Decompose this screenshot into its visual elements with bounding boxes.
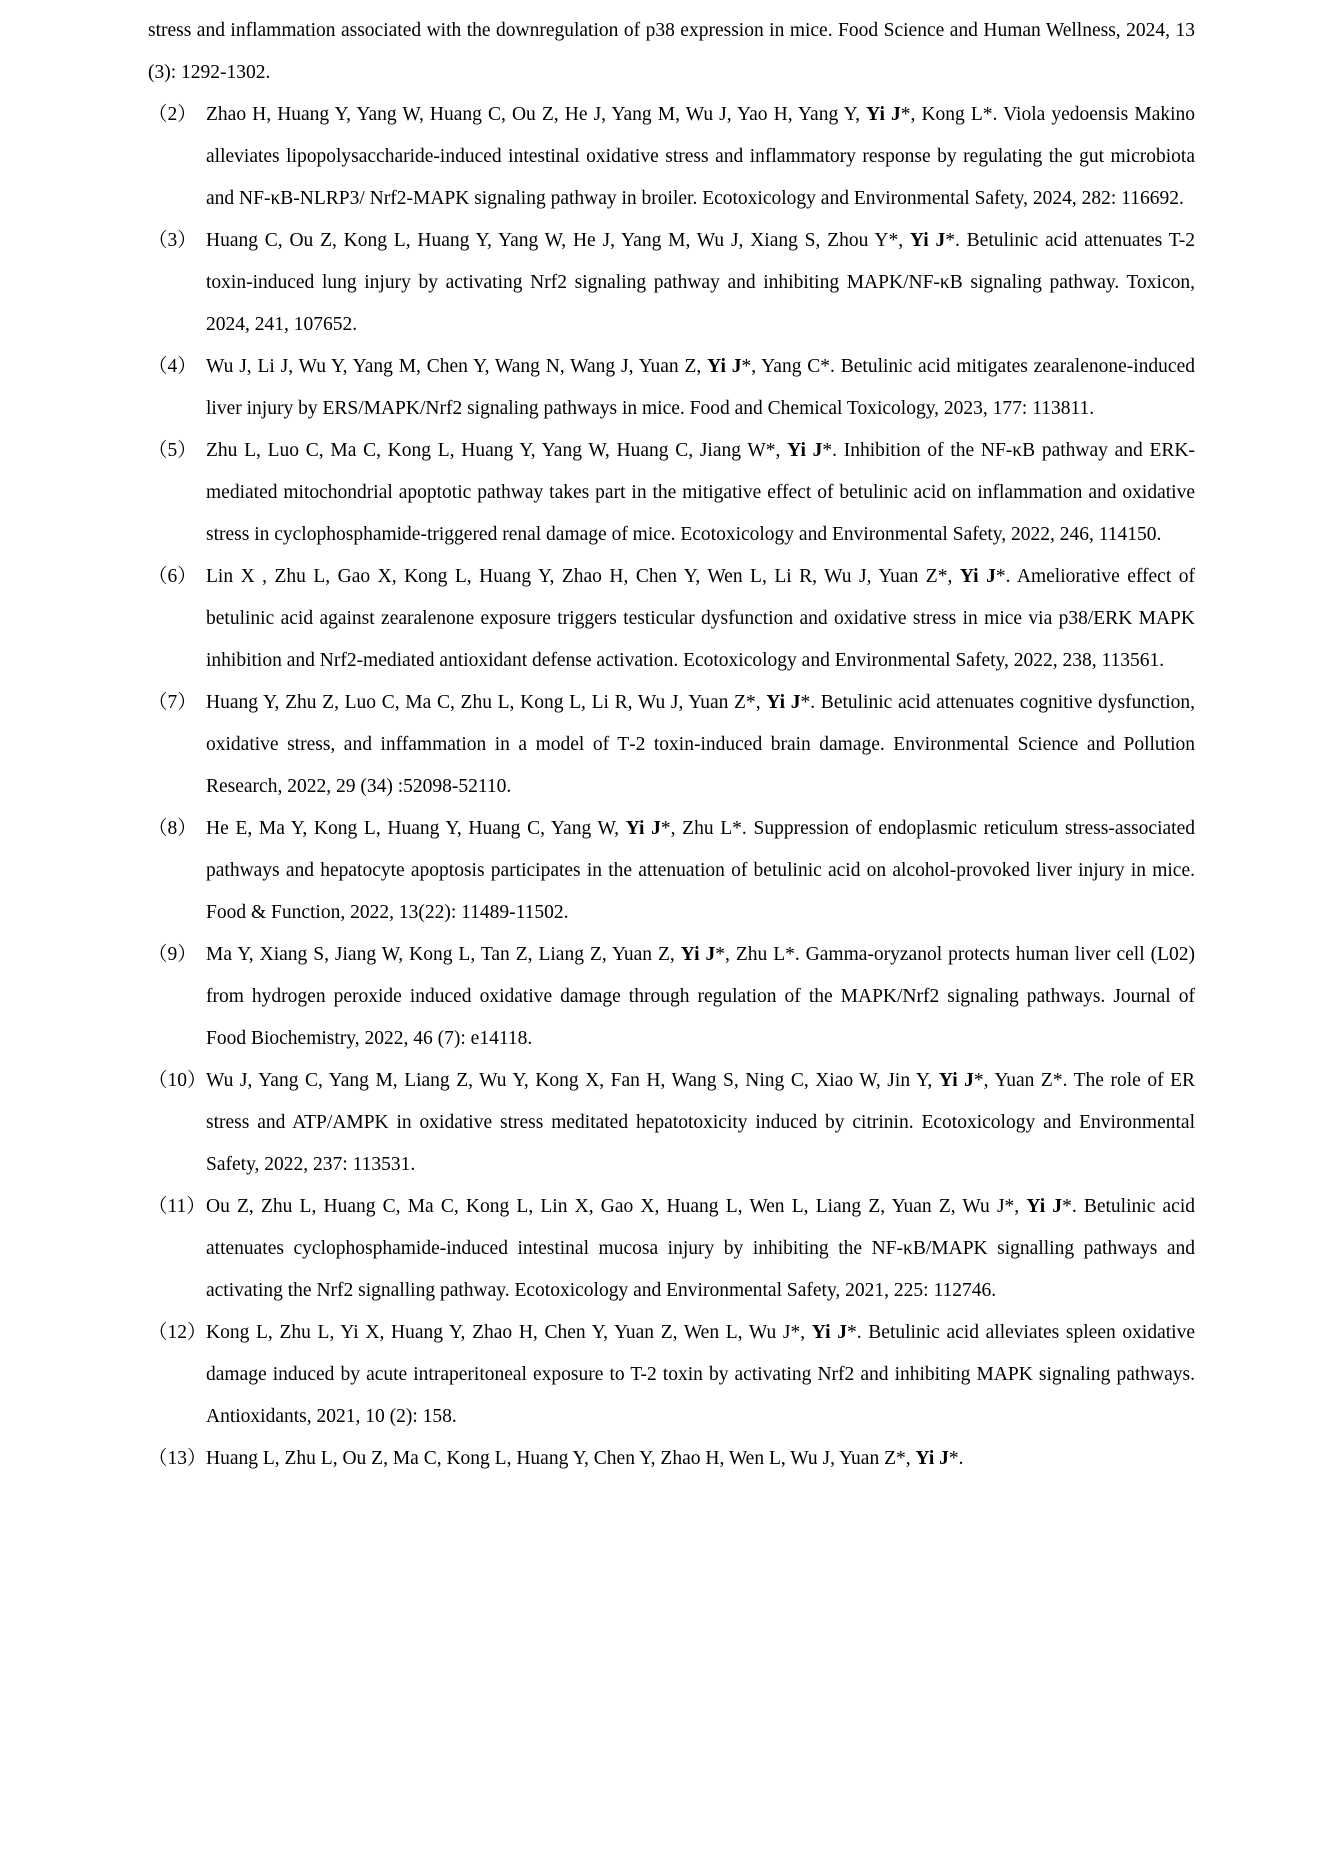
- reference-entry: [148, 1438, 1195, 1480]
- reference-text: Huang C, Ou Z, Kong L, Huang Y, Yang W, He J, Yang M, Wu J, Xiang S, Zhou Y*, Yi J*. Betulinic acid attenuates T-2 toxin-induced lung injury by activating Nrf2 signaling pathway and inhibiting MAPK/NF-κB signaling pathway. Toxicon, 2024, 241, 107652.: [206, 230, 1195, 335]
- reference-entry: [148, 220, 1195, 346]
- reference-entry: [148, 556, 1195, 682]
- reference-entry: [148, 346, 1195, 430]
- reference-entry: [148, 1060, 1195, 1186]
- reference-number: （3）: [148, 230, 197, 251]
- reference-entry: [148, 1186, 1195, 1312]
- reference-text: Wu J, Li J, Wu Y, Yang M, Chen Y, Wang N, Wang J, Yuan Z, Yi J*, Yang C*. Betulinic acid mitigates zearalenone-induced liver injury by ERS/MAPK/Nrf2 signaling pathways in mice. Food and Chemical Toxicology, 2023, 177: 113811.: [206, 356, 1195, 419]
- reference-text: Ma Y, Xiang S, Jiang W, Kong L, Tan Z, Liang Z, Yuan Z, Yi J*, Zhu L*. Gamma-oryzanol protects human liver cell (L02) from hydrogen peroxide induced oxidative damage through regulation of the MAPK/Nrf2 signaling pathways. Journal of Food Biochemistry, 2022, 46 (7): e14118.: [206, 944, 1195, 1049]
- reference-text: Huang Y, Zhu Z, Luo C, Ma C, Zhu L, Kong L, Li R, Wu J, Yuan Z*, Yi J*. Betulinic acid attenuates cognitive dysfunction, oxidative stress, and inffammation in a model of T‑2 toxin‑induced brain damage. Environmental Science and Pollution Research, 2022, 29 (34) :52098-52110.: [206, 692, 1195, 797]
- reference-number: （11）: [148, 1196, 206, 1217]
- reference-number: （4）: [148, 356, 197, 377]
- reference-number: （6）: [148, 566, 197, 587]
- reference-entry: [148, 10, 1195, 94]
- reference-entry: [148, 94, 1195, 220]
- reference-number: （5）: [148, 440, 197, 461]
- reference-entry: [148, 682, 1195, 808]
- reference-text: Kong L, Zhu L, Yi X, Huang Y, Zhao H, Chen Y, Yuan Z, Wen L, Wu J*, Yi J*. Betulinic acid alleviates spleen oxidative damage induced by acute intraperitoneal exposure to T-2 toxin by activating Nrf2 and inhibiting MAPK signaling pathways. Antioxidants, 2021, 10 (2): 158.: [206, 1322, 1195, 1427]
- reference-text: Lin X , Zhu L, Gao X, Kong L, Huang Y, Zhao H, Chen Y, Wen L, Li R, Wu J, Yuan Z*, Yi J*. Ameliorative effect of betulinic acid against zearalenone exposure triggers testicular dysfunction and oxidative stress in mice via p38/ERK MAPK inhibition and Nrf2-mediated antioxidant defense activation. Ecotoxicology and Environmental Safety, 2022, 238, 113561.: [206, 566, 1195, 671]
- reference-number: （10）: [148, 1070, 207, 1091]
- reference-number: （8）: [148, 818, 197, 839]
- reference-number: （12）: [148, 1322, 207, 1343]
- reference-entry: [148, 430, 1195, 556]
- reference-text: stress and inflammation associated with the downregulation of p38 expression in mice. Food Science and Human Wellness, 2024, 13 (3): 1292-1302.: [148, 20, 1195, 83]
- reference-number: （7）: [148, 692, 197, 713]
- reference-text: Zhu L, Luo C, Ma C, Kong L, Huang Y, Yang W, Huang C, Jiang W*, Yi J*. Inhibition of the NF-κB pathway and ERK-mediated mitochondrial apoptotic pathway takes part in the mitigative effect of betulinic acid on inflammation and oxidative stress in cyclophosphamide-triggered renal damage of mice. Ecotoxicology and Environmental Safety, 2022, 246, 114150.: [206, 440, 1195, 545]
- reference-number: （9）: [148, 944, 197, 965]
- reference-entry: [148, 1312, 1195, 1438]
- reference-entry: [148, 808, 1195, 934]
- reference-number: （2）: [148, 104, 197, 125]
- reference-text: Ou Z, Zhu L, Huang C, Ma C, Kong L, Lin X, Gao X, Huang L, Wen L, Liang Z, Yuan Z, Wu J*, Yi J*. Betulinic acid attenuates cyclophosphamide-induced intestinal mucosa injury by inhibiting the NF-κB/MAPK signalling pathways and activating the Nrf2 signalling pathway. Ecotoxicology and Environmental Safety, 2021, 225: 112746.: [206, 1196, 1195, 1301]
- reference-text: Huang L, Zhu L, Ou Z, Ma C, Kong L, Huang Y, Chen Y, Zhao H, Wen L, Wu J, Yuan Z*, Yi J*.: [206, 1448, 964, 1469]
- reference-text: Wu J, Yang C, Yang M, Liang Z, Wu Y, Kong X, Fan H, Wang S, Ning C, Xiao W, Jin Y, Yi J*, Yuan Z*. The role of ER stress and ATP/AMPK in oxidative stress meditated hepatotoxicity induced by citrinin. Ecotoxicology and Environmental Safety, 2022, 237: 113531.: [206, 1070, 1195, 1175]
- reference-number: （13）: [148, 1448, 207, 1469]
- reference-list: [148, 10, 1195, 1480]
- reference-text: Zhao H, Huang Y, Yang W, Huang C, Ou Z, He J, Yang M, Wu J, Yao H, Yang Y, Yi J*, Kong L*. Viola yedoensis Makino alleviates lipopolysaccharide-induced intestinal oxidative stress and inflammatory response by regulating the gut microbiota and NF-κB-NLRP3/ Nrf2-MAPK signaling pathway in broiler. Ecotoxicology and Environmental Safety, 2024, 282: 116692.: [206, 104, 1196, 209]
- reference-text: He E, Ma Y, Kong L, Huang Y, Huang C, Yang W, Yi J*, Zhu L*. Suppression of endoplasmic reticulum stress-associated pathways and hepatocyte apoptosis participates in the attenuation of betulinic acid on alcohol-provoked liver injury in mice. Food & Function, 2022, 13(22): 11489-11502.: [206, 818, 1195, 923]
- reference-entry: [148, 934, 1195, 1060]
